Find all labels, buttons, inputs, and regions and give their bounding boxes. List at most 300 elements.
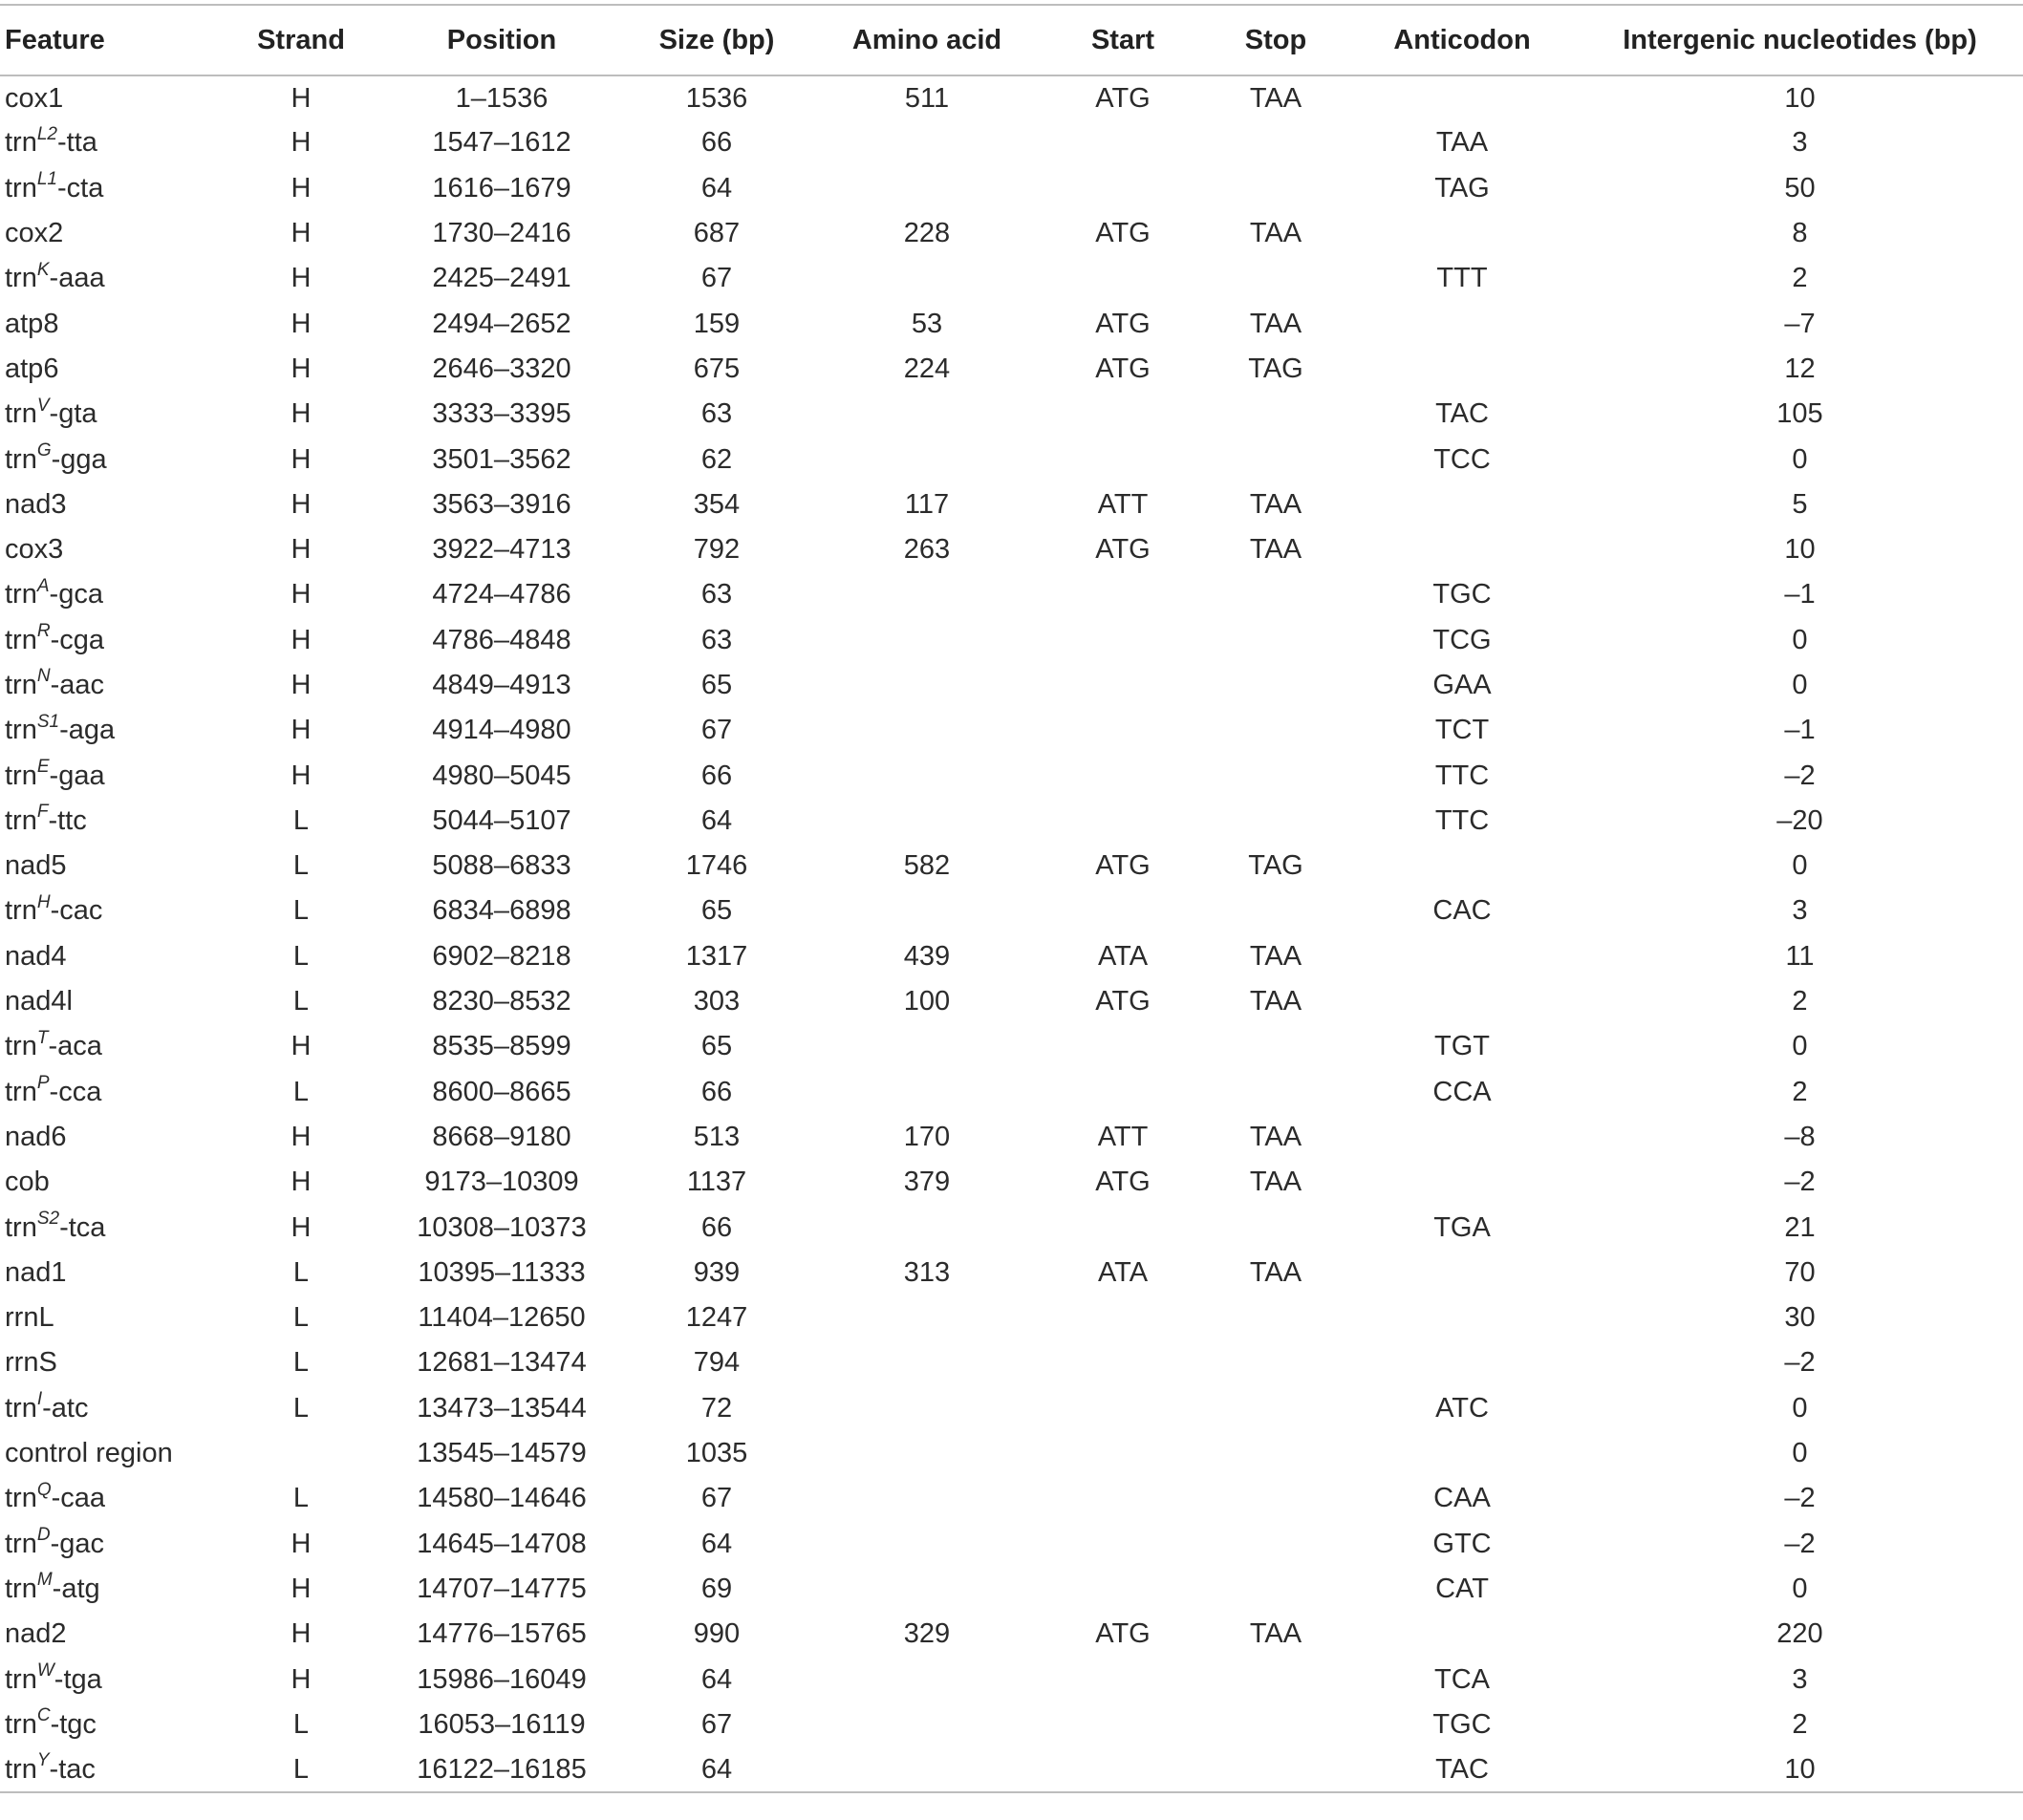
- anticodon-cell: GAA: [1432, 670, 1492, 700]
- feature-name: trn: [5, 715, 37, 746]
- feature-superscript: S1: [36, 711, 60, 732]
- feature-name: trn: [5, 1211, 37, 1243]
- feature-name: atp6: [5, 353, 59, 384]
- feature-name: trn: [5, 1031, 37, 1062]
- feature-name: control region: [5, 1438, 173, 1469]
- size-cell: 1035: [685, 1438, 748, 1469]
- position-cell: 14580–14646: [417, 1483, 587, 1514]
- feature-superscript: E: [36, 756, 50, 777]
- start-codon-cell: [1042, 1024, 1204, 1069]
- table-row: [0, 889, 2023, 933]
- stop-codon-cell: [1204, 120, 1347, 165]
- intergenic-cell: 220: [1776, 1618, 1823, 1650]
- position-cell: 5044–5107: [432, 804, 571, 836]
- gene-feature-table-container: [0, 4, 2023, 1793]
- start-codon-cell: [1042, 1702, 1204, 1747]
- strand-cell: H: [291, 308, 312, 339]
- stop-codon-cell: [1204, 392, 1347, 437]
- start-codon-cell: [1042, 572, 1204, 617]
- size-cell: 63: [700, 624, 733, 655]
- strand-cell: L: [292, 1392, 310, 1424]
- amino-acid-cell: 228: [903, 218, 951, 249]
- position-cell: 8535–8599: [432, 1031, 571, 1062]
- feature-suffix: -cac: [50, 895, 103, 927]
- position-cell: 3501–3562: [432, 443, 571, 475]
- position-cell: 4914–4980: [432, 715, 571, 746]
- position-cell: 3922–4713: [432, 534, 571, 566]
- position-cell: 16053–16119: [418, 1708, 586, 1740]
- feature-cell: [0, 1522, 220, 1567]
- size-cell: 65: [700, 1031, 733, 1062]
- anticodon-cell: TGC: [1432, 579, 1492, 610]
- feature-name: trn: [5, 1708, 37, 1740]
- feature-name: cox1: [5, 82, 64, 114]
- feature-superscript: T: [36, 1027, 49, 1048]
- amino-acid-cell: 582: [903, 850, 951, 882]
- feature-suffix: -tga: [54, 1663, 102, 1695]
- feature-superscript: W: [36, 1659, 54, 1681]
- position-cell: 2646–3320: [432, 353, 571, 384]
- start-codon-cell: [1042, 889, 1204, 933]
- amino-acid-cell: [812, 1567, 1042, 1612]
- start-codon-cell: [1042, 392, 1204, 437]
- start-codon-cell: [1042, 166, 1204, 211]
- table-row: [0, 75, 2023, 120]
- stop-codon-cell: TAG: [1248, 850, 1303, 882]
- feature-superscript: G: [36, 439, 52, 460]
- strand-cell: H: [291, 218, 312, 249]
- amino-acid-cell: [812, 1657, 1042, 1702]
- size-cell: 1317: [685, 940, 748, 972]
- stop-codon-cell: [1204, 1476, 1347, 1521]
- feature-suffix: -cta: [56, 172, 104, 203]
- stop-codon-cell: TAA: [1249, 1256, 1302, 1288]
- amino-acid-cell: [812, 889, 1042, 933]
- header-intergenic: Intergenic nucleotides (bp): [1623, 24, 1977, 55]
- table-row: [0, 301, 2023, 346]
- intergenic-cell: 0: [1792, 670, 1808, 700]
- feature-cell: [0, 256, 220, 301]
- table-row: [0, 1024, 2023, 1069]
- feature-superscript: Q: [36, 1479, 52, 1500]
- feature-name: nad1: [5, 1256, 67, 1288]
- feature-name: cob: [5, 1167, 50, 1198]
- stop-codon-cell: [1204, 1024, 1347, 1069]
- table-row: [0, 482, 2023, 527]
- strand-cell: H: [291, 760, 312, 791]
- table-row: [0, 256, 2023, 301]
- feature-name: trn: [5, 579, 37, 610]
- feature-superscript: F: [36, 802, 49, 823]
- size-cell: 64: [700, 804, 733, 836]
- position-cell: 4849–4913: [432, 670, 571, 700]
- size-cell: 63: [700, 579, 733, 610]
- size-cell: 67: [700, 715, 733, 746]
- amino-acid-cell: [812, 663, 1042, 708]
- anticodon-cell: [1347, 1295, 1577, 1340]
- feature-suffix: -gga: [51, 443, 107, 475]
- position-cell: 1616–1679: [432, 172, 571, 203]
- position-cell: 10395–11333: [418, 1256, 586, 1288]
- feature-cell: [0, 1747, 220, 1792]
- feature-name: nad4: [5, 940, 67, 972]
- start-codon-cell: [1042, 1340, 1204, 1385]
- strand-cell: L: [292, 850, 310, 882]
- feature-suffix: -tca: [59, 1211, 106, 1243]
- feature-name: trn: [5, 1753, 37, 1785]
- amino-acid-cell: [812, 1386, 1042, 1431]
- anticodon-cell: CAC: [1432, 895, 1492, 927]
- feature-cell: [0, 1115, 220, 1160]
- strand-cell: H: [291, 172, 312, 203]
- position-cell: 4724–4786: [432, 579, 571, 610]
- strand-cell: H: [291, 1167, 312, 1198]
- feature-name: trn: [5, 760, 37, 791]
- size-cell: 159: [693, 308, 741, 339]
- start-codon-cell: [1042, 753, 1204, 798]
- anticodon-cell: TAA: [1435, 127, 1489, 159]
- feature-cell: [0, 1070, 220, 1115]
- position-cell: 12681–13474: [417, 1347, 587, 1379]
- stop-codon-cell: [1204, 1657, 1347, 1702]
- anticodon-cell: ATC: [1435, 1392, 1489, 1424]
- amino-acid-cell: 53: [911, 308, 943, 339]
- feature-name: nad2: [5, 1618, 67, 1650]
- position-cell: 13473–13544: [417, 1392, 587, 1424]
- intergenic-cell: –1: [1784, 579, 1816, 610]
- feature-cell: [0, 166, 220, 211]
- position-cell: 3563–3916: [432, 488, 571, 520]
- size-cell: 64: [700, 172, 733, 203]
- start-codon-cell: [1042, 1747, 1204, 1792]
- strand-cell: L: [292, 1347, 310, 1379]
- feature-name: trn: [5, 1483, 37, 1514]
- feature-cell: [0, 1657, 220, 1702]
- feature-cell: [0, 1295, 220, 1340]
- strand-cell: H: [291, 353, 312, 384]
- feature-cell: [0, 301, 220, 346]
- anticodon-cell: TTT: [1436, 263, 1488, 294]
- start-codon-cell: [1042, 1431, 1204, 1476]
- start-codon-cell: [1042, 618, 1204, 663]
- intergenic-cell: –2: [1784, 1483, 1816, 1514]
- anticodon-cell: [1347, 347, 1577, 392]
- stop-codon-cell: [1204, 1386, 1347, 1431]
- intergenic-cell: 30: [1784, 1302, 1816, 1334]
- header-anticodon: Anticodon: [1393, 24, 1531, 55]
- amino-acid-cell: 329: [903, 1618, 951, 1650]
- anticodon-cell: [1347, 844, 1577, 889]
- position-cell: 1730–2416: [432, 218, 571, 249]
- start-codon-cell: ATG: [1095, 82, 1151, 114]
- feature-superscript: A: [36, 575, 50, 596]
- anticodon-cell: [1347, 979, 1577, 1024]
- position-cell: 16122–16185: [417, 1753, 587, 1785]
- feature-suffix: -gca: [49, 579, 103, 610]
- size-cell: 1247: [685, 1302, 748, 1334]
- feature-cell: [0, 1340, 220, 1385]
- amino-acid-cell: [812, 392, 1042, 437]
- anticodon-cell: TCC: [1433, 443, 1491, 475]
- feature-superscript: I: [36, 1389, 43, 1410]
- header-position: Position: [446, 24, 557, 55]
- feature-name: trn: [5, 1663, 37, 1695]
- size-cell: 69: [700, 1573, 733, 1604]
- feature-name: trn: [5, 624, 37, 655]
- amino-acid-cell: [812, 1070, 1042, 1115]
- strand-cell: H: [291, 488, 312, 520]
- start-codon-cell: [1042, 1522, 1204, 1567]
- amino-acid-cell: [812, 1522, 1042, 1567]
- amino-acid-cell: [812, 1205, 1042, 1250]
- table-row: [0, 1702, 2023, 1747]
- intergenic-cell: –2: [1784, 1347, 1816, 1379]
- feature-cell: [0, 1386, 220, 1431]
- strand-cell: H: [291, 263, 312, 294]
- strand-cell: L: [292, 804, 310, 836]
- feature-suffix: -atg: [52, 1573, 100, 1604]
- feature-suffix: -atc: [42, 1392, 89, 1424]
- size-cell: 1746: [685, 850, 748, 882]
- amino-acid-cell: [812, 166, 1042, 211]
- table-row: [0, 844, 2023, 889]
- table-row: [0, 392, 2023, 437]
- strand-cell: H: [291, 715, 312, 746]
- anticodon-cell: [1347, 934, 1577, 979]
- stop-codon-cell: TAA: [1249, 1618, 1302, 1650]
- anticodon-cell: [1347, 1160, 1577, 1205]
- intergenic-cell: –2: [1784, 1528, 1816, 1559]
- feature-cell: [0, 1431, 220, 1476]
- feature-suffix: -tgc: [50, 1708, 97, 1740]
- strand-cell: L: [292, 1256, 310, 1288]
- start-codon-cell: ATG: [1095, 986, 1151, 1017]
- size-cell: 63: [700, 398, 733, 430]
- table-row: [0, 437, 2023, 482]
- header-stop: Stop: [1244, 24, 1307, 55]
- stop-codon-cell: [1204, 1205, 1347, 1250]
- anticodon-cell: [1347, 527, 1577, 572]
- strand-cell: H: [291, 127, 312, 159]
- strand-cell: H: [291, 443, 312, 475]
- stop-codon-cell: [1204, 889, 1347, 933]
- stop-codon-cell: [1204, 1567, 1347, 1612]
- intergenic-cell: 0: [1792, 1438, 1808, 1469]
- feature-suffix: -ttc: [48, 804, 87, 836]
- amino-acid-cell: [812, 256, 1042, 301]
- stop-codon-cell: TAA: [1249, 218, 1302, 249]
- intergenic-cell: 0: [1792, 1573, 1808, 1604]
- size-cell: 66: [700, 1076, 733, 1107]
- table-row: [0, 799, 2023, 844]
- anticodon-cell: TCA: [1434, 1663, 1490, 1695]
- stop-codon-cell: [1204, 663, 1347, 708]
- start-codon-cell: [1042, 1205, 1204, 1250]
- strand-cell: H: [291, 624, 312, 655]
- strand-cell: L: [292, 1076, 310, 1107]
- anticodon-cell: TTC: [1434, 760, 1490, 791]
- feature-cell: [0, 1612, 220, 1657]
- amino-acid-cell: [812, 1024, 1042, 1069]
- strand-cell: H: [291, 670, 312, 700]
- anticodon-cell: [1347, 482, 1577, 527]
- amino-acid-cell: 263: [903, 534, 951, 566]
- amino-acid-cell: [812, 1431, 1042, 1476]
- feature-cell: [0, 934, 220, 979]
- feature-cell: [0, 482, 220, 527]
- table-row: [0, 1657, 2023, 1702]
- feature-suffix: -cca: [49, 1076, 102, 1107]
- size-cell: 1137: [686, 1167, 747, 1198]
- feature-superscript: M: [36, 1570, 53, 1591]
- anticodon-cell: CAA: [1433, 1483, 1491, 1514]
- amino-acid-cell: 313: [903, 1256, 951, 1288]
- amino-acid-cell: [812, 708, 1042, 753]
- intergenic-cell: 3: [1792, 895, 1808, 927]
- intergenic-cell: 0: [1792, 443, 1808, 475]
- feature-superscript: N: [36, 666, 51, 687]
- intergenic-cell: 70: [1784, 1256, 1816, 1288]
- position-cell: 8230–8532: [432, 986, 571, 1017]
- feature-superscript: V: [36, 395, 50, 416]
- stop-codon-cell: TAA: [1249, 534, 1302, 566]
- feature-name: trn: [5, 1076, 37, 1107]
- intergenic-cell: 3: [1792, 127, 1808, 159]
- stop-codon-cell: [1204, 708, 1347, 753]
- position-cell: 2494–2652: [432, 308, 571, 339]
- size-cell: 67: [700, 263, 733, 294]
- amino-acid-cell: [812, 572, 1042, 617]
- intergenic-cell: 21: [1784, 1211, 1816, 1243]
- size-cell: 794: [693, 1347, 741, 1379]
- strand-cell: H: [291, 534, 312, 566]
- feature-suffix: -cga: [50, 624, 104, 655]
- intergenic-cell: –7: [1784, 308, 1816, 339]
- stop-codon-cell: [1204, 1431, 1347, 1476]
- anticodon-cell: TAG: [1434, 172, 1490, 203]
- amino-acid-cell: 224: [903, 353, 951, 384]
- start-codon-cell: ATG: [1095, 850, 1151, 882]
- feature-cell: [0, 437, 220, 482]
- anticodon-cell: TTC: [1434, 804, 1490, 836]
- feature-name: nad4l: [5, 986, 73, 1017]
- intergenic-cell: 2: [1792, 263, 1808, 294]
- feature-name: trn: [5, 263, 37, 294]
- stop-codon-cell: TAA: [1249, 986, 1302, 1017]
- anticodon-cell: [1347, 75, 1577, 120]
- table-row: [0, 663, 2023, 708]
- stop-codon-cell: [1204, 437, 1347, 482]
- feature-cell: [0, 1160, 220, 1205]
- intergenic-cell: 50: [1784, 172, 1816, 203]
- position-cell: 14645–14708: [417, 1528, 587, 1559]
- stop-codon-cell: [1204, 753, 1347, 798]
- table-row: [0, 1070, 2023, 1115]
- feature-superscript: C: [36, 1705, 51, 1726]
- stop-codon-cell: [1204, 1522, 1347, 1567]
- anticodon-cell: [1347, 1340, 1577, 1385]
- feature-name: nad6: [5, 1121, 67, 1152]
- feature-cell: [0, 1205, 220, 1250]
- gene-feature-table: [0, 4, 2023, 1793]
- stop-codon-cell: [1204, 572, 1347, 617]
- table-row: [0, 753, 2023, 798]
- feature-suffix: -gac: [50, 1528, 104, 1559]
- feature-suffix: -aca: [48, 1031, 102, 1062]
- feature-cell: [0, 663, 220, 708]
- anticodon-cell: [1347, 1431, 1577, 1476]
- position-cell: 10308–10373: [417, 1211, 587, 1243]
- start-codon-cell: [1042, 1476, 1204, 1521]
- feature-name: nad3: [5, 488, 67, 520]
- strand-cell: H: [291, 82, 312, 114]
- position-cell: 8600–8665: [432, 1076, 571, 1107]
- feature-superscript: L1: [36, 169, 57, 190]
- anticodon-cell: [1347, 1115, 1577, 1160]
- size-cell: 62: [700, 443, 733, 475]
- intergenic-cell: –1: [1784, 715, 1816, 746]
- size-cell: 66: [700, 127, 733, 159]
- feature-name: trn: [5, 1573, 37, 1604]
- size-cell: 67: [700, 1483, 733, 1514]
- amino-acid-cell: 439: [903, 940, 951, 972]
- strand-cell: H: [291, 1528, 312, 1559]
- intergenic-cell: 105: [1776, 398, 1823, 430]
- feature-cell: [0, 618, 220, 663]
- header-start: Start: [1090, 24, 1155, 55]
- position-cell: 8668–9180: [432, 1121, 571, 1152]
- feature-superscript: K: [36, 259, 50, 280]
- intergenic-cell: 2: [1792, 1708, 1808, 1740]
- start-codon-cell: ATT: [1097, 488, 1149, 520]
- feature-superscript: Y: [36, 1749, 50, 1770]
- feature-cell: [0, 572, 220, 617]
- anticodon-cell: CCA: [1432, 1076, 1492, 1107]
- intergenic-cell: 2: [1792, 986, 1808, 1017]
- position-cell: 4980–5045: [432, 760, 571, 791]
- size-cell: 675: [693, 353, 741, 384]
- table-row: [0, 618, 2023, 663]
- stop-codon-cell: [1204, 1702, 1347, 1747]
- intergenic-cell: 5: [1792, 488, 1808, 520]
- amino-acid-cell: [812, 1295, 1042, 1340]
- strand-cell: H: [291, 1031, 312, 1062]
- start-codon-cell: ATG: [1095, 534, 1151, 566]
- stop-codon-cell: TAA: [1249, 1167, 1302, 1198]
- amino-acid-cell: 379: [903, 1167, 951, 1198]
- intergenic-cell: 0: [1792, 850, 1808, 882]
- feature-superscript: P: [36, 1073, 50, 1094]
- strand-cell: [220, 1431, 382, 1476]
- table-row: [0, 934, 2023, 979]
- amino-acid-cell: [812, 753, 1042, 798]
- size-cell: 990: [693, 1618, 741, 1650]
- feature-name: atp8: [5, 308, 59, 339]
- position-cell: 6902–8218: [432, 940, 571, 972]
- feature-name: trn: [5, 1528, 37, 1559]
- amino-acid-cell: 117: [904, 488, 950, 520]
- table-row: [0, 1431, 2023, 1476]
- table-row: [0, 211, 2023, 256]
- table-row: [0, 347, 2023, 392]
- intergenic-cell: 3: [1792, 1663, 1808, 1695]
- feature-suffix: -aaa: [49, 263, 105, 294]
- amino-acid-cell: 170: [903, 1121, 951, 1152]
- table-row: [0, 527, 2023, 572]
- table-row: [0, 166, 2023, 211]
- intergenic-cell: 12: [1784, 353, 1816, 384]
- size-cell: 303: [693, 986, 741, 1017]
